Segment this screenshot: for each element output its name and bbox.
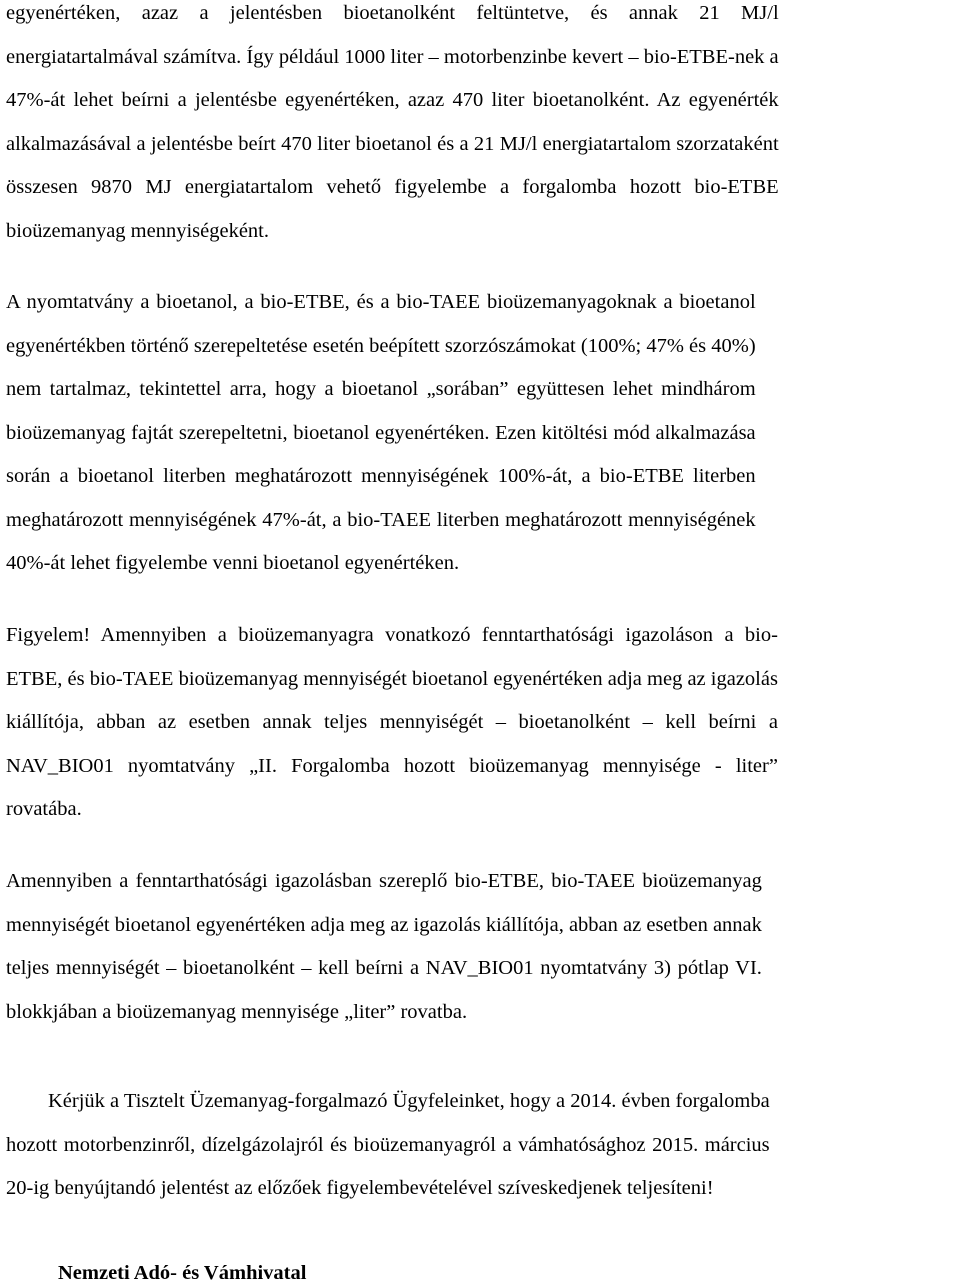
text-line: hozott motorbenzinről, dízelgázolajról és bioüzemanyagról a vámhatósághoz 2015. március: [6, 1133, 770, 1156]
paragraph-request: [6, 1080, 770, 1211]
text-line: rovatába.: [6, 798, 82, 820]
text-line: A nyomtatvány a bioetanol, a bio-ETBE, és a bio-TAEE bioüzemanyagoknak a bioetanol: [6, 291, 756, 313]
text-line: egyenértékben történő szerepeltetése esetén beépített szorzószámokat (100%; 47% és 40%): [6, 334, 756, 357]
text-line: Amennyiben a fenntarthatósági igazolásban szereplő bio-ETBE, bio-TAEE bioüzemanyag: [6, 870, 762, 892]
text-line: 40%-át lehet figyelembe venni bioetanol egyenértéken.: [6, 552, 460, 574]
text-line: bioüzemanyag mennyiségeként.: [6, 219, 269, 242]
paragraph-multipliers: [6, 281, 756, 586]
text-line: összesen 9870 MJ energiatartalom vehető figyelembe a forgalomba hozott bio-ETBE: [6, 176, 779, 198]
text-line: 47%-át lehet beírni a jelentésbe egyenértéken, azaz 470 liter bioetanolként. Az egyenérték: [6, 89, 779, 111]
text-line: során a bioetanol literben meghatározott mennyiségének 100%-át, a bio-ETBE literben: [6, 465, 756, 487]
text-line: teljes mennyiségét – bioetanolként – kell beírni a NAV_BIO01 nyomtatvány 3) pótlap VI.: [6, 957, 762, 979]
text-line: nem tartalmaz, tekintettel arra, hogy a bioetanol „sorában” együttesen lehet mindhárom: [6, 378, 756, 400]
signature-authority: Nemzeti Adó- és Vámhivatal: [58, 1262, 307, 1284]
text-line: bioüzemanyag fajtát szerepeltetni, bioetanol egyenértéken. Ezen kitöltési mód alkalmazása: [6, 421, 756, 444]
text-line: egyenértéken, azaz a jelentésben bioetanolként feltüntetve, és annak 21 MJ/l: [6, 2, 779, 24]
text-line: mennyiségét bioetanol egyenértéken adja meg az igazolás kiállítója, abban az esetben annak: [6, 913, 762, 936]
paragraph-bioetbe-equivalent: [6, 0, 779, 253]
text-line: NAV_BIO01 nyomtatvány „II. Forgalomba hozott bioüzemanyag mennyisége - liter”: [6, 754, 778, 777]
text-line: blokkjában a bioüzemanyag mennyisége „liter” rovatba.: [6, 1000, 468, 1023]
text-line: meghatározott mennyiségének 47%-át, a bio-TAEE literben meghatározott mennyiségének: [6, 508, 756, 531]
text-line: kiállítója, abban az esetben annak teljes mennyiségét – bioetanolként – kell beírni a: [6, 711, 778, 733]
text-line: energiatartalmával számítva. Így például 1000 liter – motorbenzinbe kevert – bio-ETBE-nek a: [6, 45, 779, 68]
text-line: 20-ig benyújtandó jelentést az előzőek figyelembevételével szíveskedjenek teljesíteni!: [6, 1177, 714, 1199]
paragraph-certificate: [6, 860, 762, 1034]
text-line: Kérjük a Tisztelt Üzemanyag-forgalmazó Ügyfeleinket, hogy a 2014. évben forgalomba: [48, 1090, 770, 1112]
text-line: ETBE, és bio-TAEE bioüzemanyag mennyiségét bioetanol egyenértéken adja meg az igazolás: [6, 667, 778, 690]
text-line: alkalmazásával a jelentésbe beírt 470 liter bioetanol és a 21 MJ/l energiatartalom szorzataként: [6, 132, 779, 155]
text-line: Figyelem! Amennyiben a bioüzemanyagra vonatkozó fenntarthatósági igazoláson a bio-: [6, 624, 778, 646]
paragraph-attention: [6, 614, 778, 832]
